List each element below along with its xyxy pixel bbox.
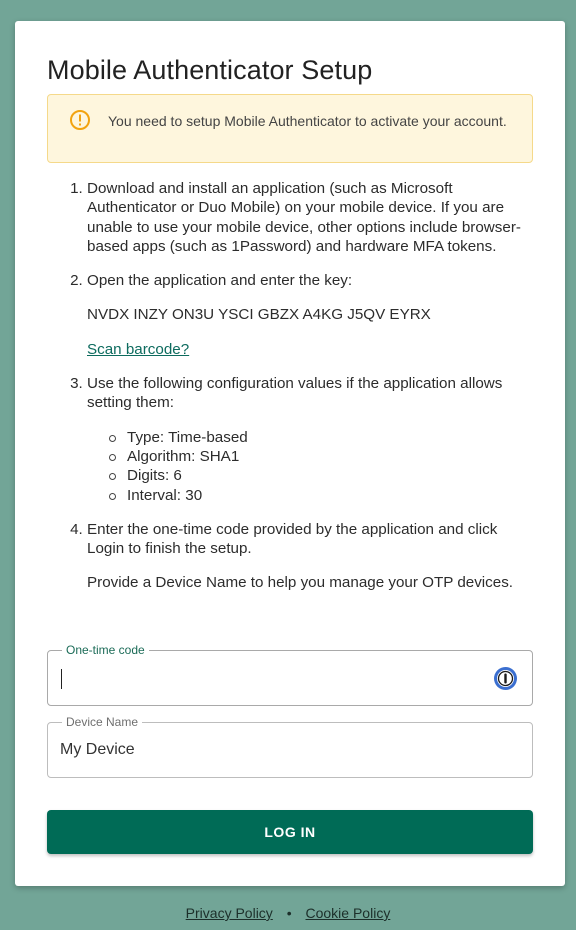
privacy-policy-link[interactable]: Privacy Policy [185,905,273,921]
step-2 [87,271,533,359]
footer-separator: • [286,905,292,921]
step-4 [87,520,533,593]
page-title: Mobile Authenticator Setup [47,55,373,85]
config-list [87,428,533,505]
config-interval: Interval: 30 [109,486,533,505]
config-algorithm: Algorithm: SHA1 [109,447,533,466]
device-name-field [47,715,533,778]
login-button[interactable]: LOG IN [47,810,533,854]
otp-field [47,643,533,706]
config-type: Type: Time-based [109,428,533,447]
otp-label: One-time code [62,643,149,657]
step-1-text: Download and install an application (such as Microsoft Authenticator or Duo Mobile) on your mobile device. If you are unable to use your mobile device, other options include browser-based apps (such as 1Password) and hardware MFA tokens. [87,180,521,255]
step-3 [87,374,533,505]
setup-instructions [47,179,533,608]
scan-barcode-link[interactable]: Scan barcode? [87,340,190,358]
step-3-text: Use the following configuration values if the application allows setting them: [87,375,503,412]
device-name-input[interactable] [60,735,480,765]
step-4-text: Enter the one-time code provided by the application and click Login to finish the setup. [87,520,498,558]
device-name-label: Device Name [62,715,142,729]
warning-circle-icon [69,109,91,131]
step-2-text: Open the application and enter the key: [87,272,353,290]
otp-input[interactable] [60,663,480,693]
footer [0,905,576,921]
step-1 [87,179,533,256]
config-digits: Digits: 6 [109,466,533,485]
setup-card [15,21,565,886]
cookie-policy-link[interactable]: Cookie Policy [305,905,391,921]
alert-message: You need to setup Mobile Authenticator to activate your account. [108,113,507,129]
password-manager-icon[interactable] [493,666,518,691]
secret-key: NVDX INZY ON3U YSCI GBZX A4KG J5QV EYRX [87,306,431,324]
text-caret [61,669,62,689]
step-4-note: Provide a Device Name to help you manage your OTP devices. [87,574,514,592]
warning-alert [47,94,533,163]
